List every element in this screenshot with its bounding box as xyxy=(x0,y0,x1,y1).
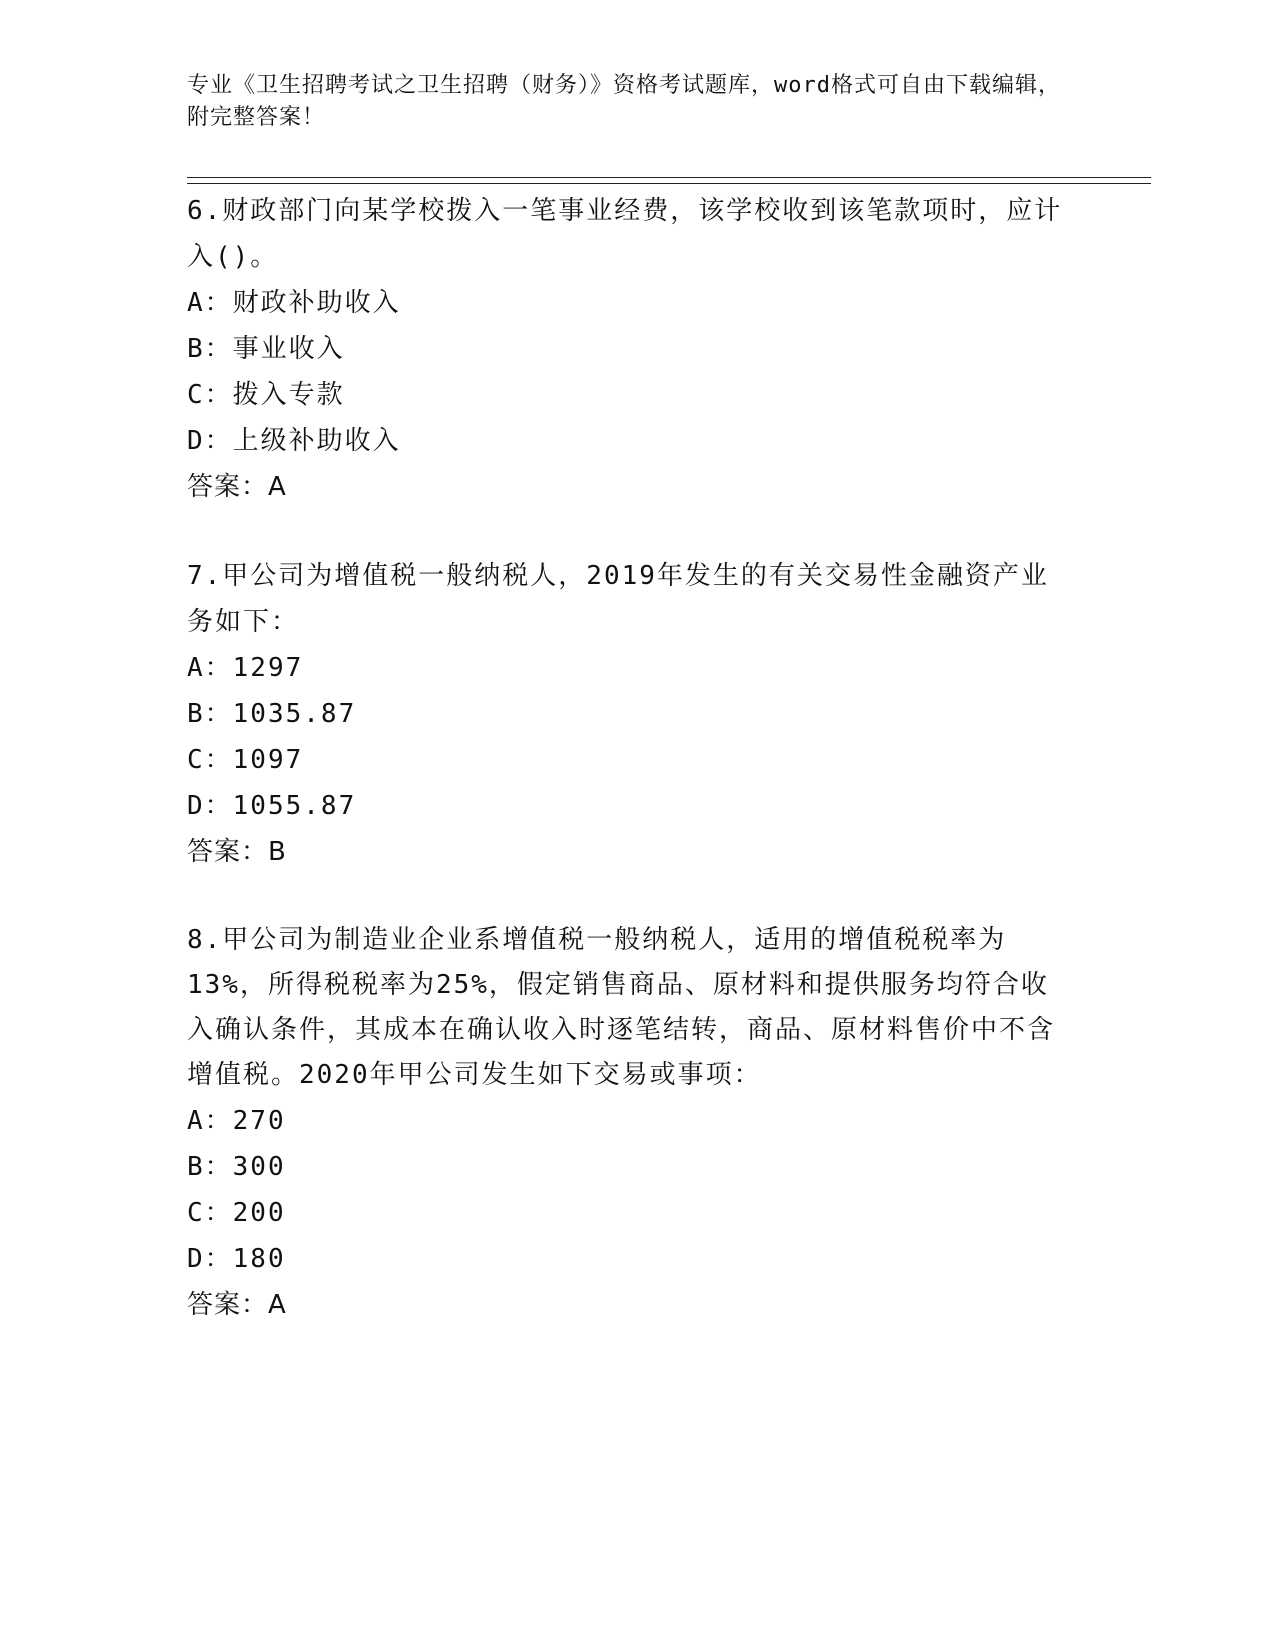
option-a: A：1297 xyxy=(187,653,304,683)
option-c: C：1097 xyxy=(187,745,304,775)
option-a: A：财政补助收入 xyxy=(187,288,401,318)
option-b: B：事业收入 xyxy=(187,334,345,364)
option-c: C：拨入专款 xyxy=(187,380,345,410)
option-b: B：1035.87 xyxy=(187,699,357,729)
question-stem: 7.甲公司为增值税一般纳税人，2019年发生的有关交易性金融资产业务如下： xyxy=(187,561,1049,637)
question-7 xyxy=(187,553,1067,875)
question-stem: 8.甲公司为制造业企业系增值税一般纳税人，适用的增值税税率为13%，所得税税率为25%，假定销售商品、原材料和提供服务均符合收入确认条件，其成本在确认收入时逐笔结转，商品、原材料售价中不含增值税。2020年甲公司发生如下交易或事项： xyxy=(187,925,1056,1090)
question-6 xyxy=(187,188,1067,510)
header-divider-top xyxy=(187,177,1151,178)
option-c: C：200 xyxy=(187,1198,286,1228)
option-a: A：270 xyxy=(187,1106,286,1136)
option-d: D：1055.87 xyxy=(187,791,357,821)
option-b: B：300 xyxy=(187,1152,286,1182)
document-header xyxy=(187,70,1067,134)
option-d: D：上级补助收入 xyxy=(187,426,401,456)
option-d: D：180 xyxy=(187,1244,286,1274)
header-divider-bottom xyxy=(187,183,1151,184)
answer-label: 答案：B xyxy=(187,837,287,867)
answer-label: 答案：A xyxy=(187,1290,287,1320)
question-8 xyxy=(187,918,1067,1328)
header-text: 专业《卫生招聘考试之卫生招聘（财务）》资格考试题库，word格式可自由下载编辑，附完整答案！ xyxy=(187,73,1061,130)
answer-label: 答案：A xyxy=(187,472,287,502)
question-stem: 6.财政部门向某学校拨入一笔事业经费，该学校收到该笔款项时，应计入()。 xyxy=(187,196,1063,272)
